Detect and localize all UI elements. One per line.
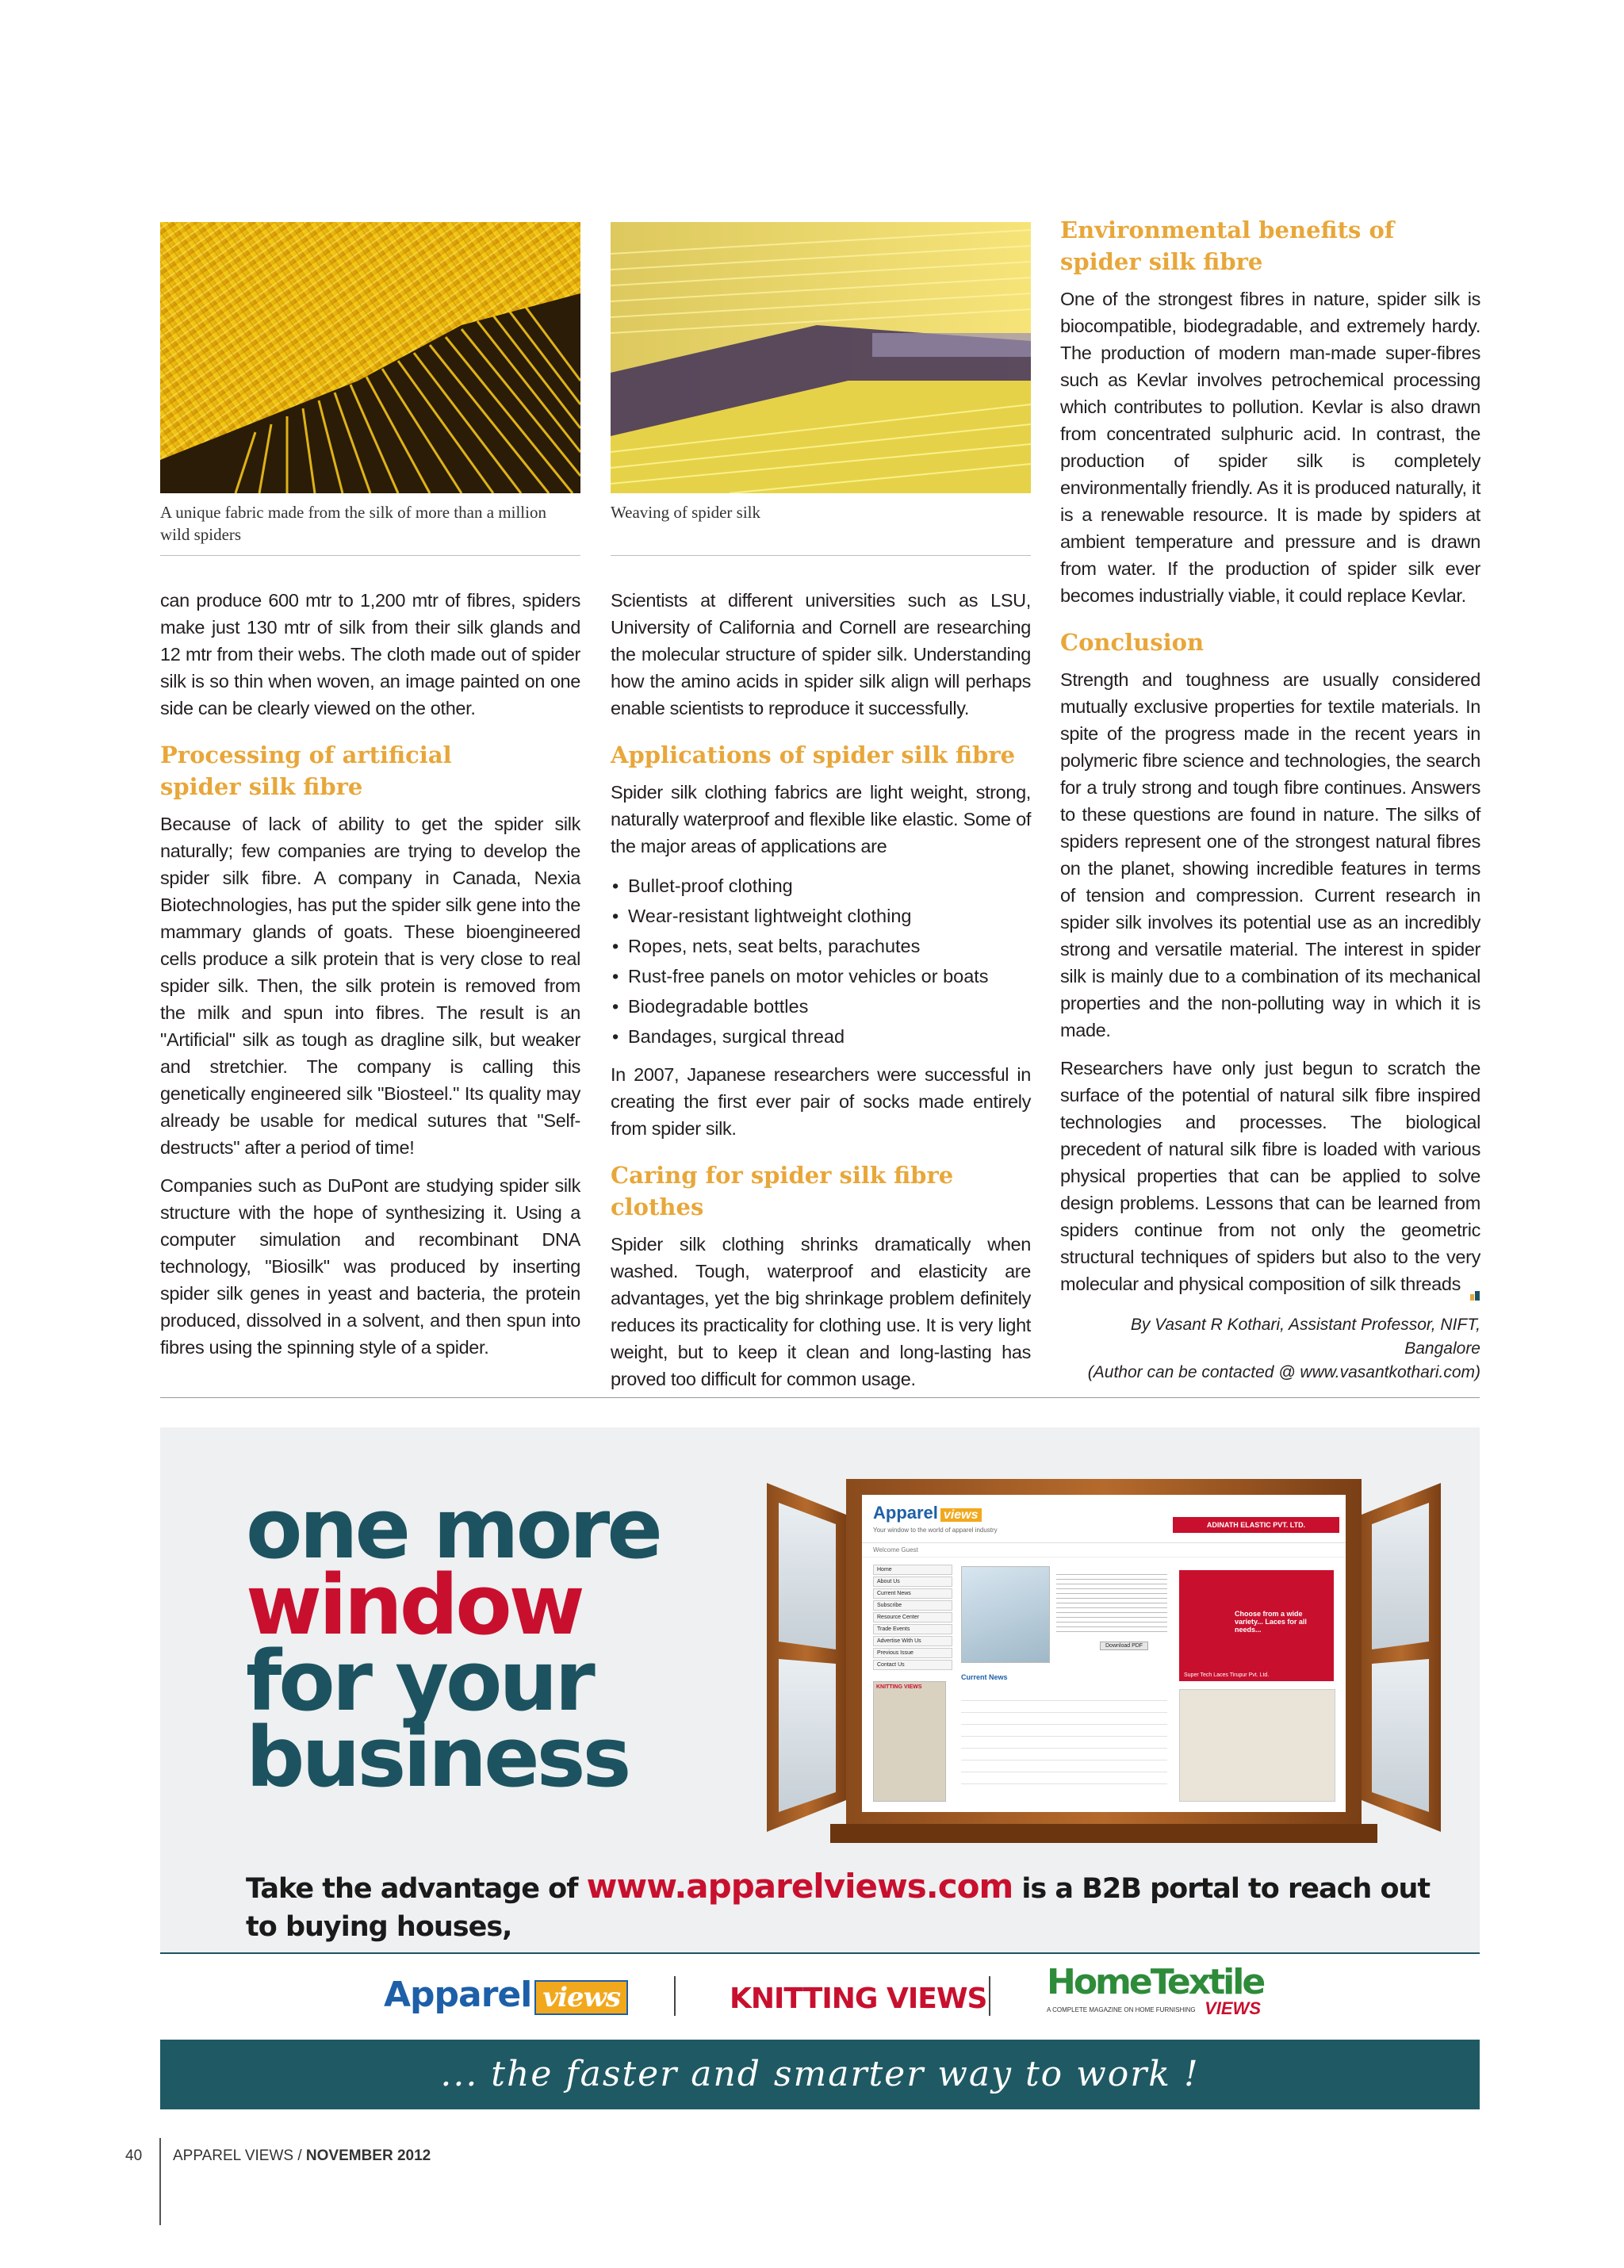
logo-hometextile-views [1047, 1962, 1264, 2019]
paragraph-text: Researchers have only just begun to scratch the surface of the potential of natural silk fibre inspired technologies and processes. The biological precedent of natural silk fibre is loaded with various physical properties that can be applied to solve design problems. Lessons that can be learned from spiders continue from not only the geometric structural techniques of spiders but also to the very molecular and physical composition of silk threads [1060, 1058, 1480, 1294]
preview-side-ad-text: Choose from a wide variety... Laces for all needs... [1235, 1610, 1307, 1634]
promo-url-link[interactable]: www.apparelviews.com [586, 1867, 1013, 1906]
ad-slogan [246, 1481, 660, 1806]
column-1 [160, 587, 580, 1372]
logo-divider [989, 1976, 990, 2016]
paragraph: One of the strongest fibres in nature, spider silk is biocompatible, biodegradable, and extremely hardy. The production of modern man-made super-fibres such as Kevlar involves petrochemical processing which contributes to pollution. Kevlar is also drawn from concentrated sulphuric acid. In contrast, the production of spider silk is completely environmentally friendly. As it is produced naturally, it is a renewable resource. It is made by spiders at ambient temperature and pressure and is drawn from water. If the production of spider silk ever becomes industrially viable, it could replace Kevlar. [1060, 289, 1480, 606]
paragraph: Strength and toughness are usually considered mutually exclusive properties for textile materials. In spite of the progress made in the recent years in polymeric fibre science and technologies, the search for a truly strong and tough fibre continues. Answers to these questions are found in nature. The silks of spiders represent one of the strongest natural fibres on the planet, showing incredible features in terms of tension and compression. Current research in spider silk involves its potential use as an incredibly strong and versatile material. The interest in spider silk is mainly due to a combination of its mechanical properties and the non-polluting way in which it is made. [1060, 669, 1480, 1040]
preview-article-text [1056, 1570, 1167, 1634]
caption-rule-1 [160, 555, 580, 556]
website-preview [862, 1495, 1346, 1812]
preview-menu-item[interactable]: Advertise With Us [873, 1636, 952, 1646]
preview-banner: ADINATH ELASTIC PVT. LTD. [1173, 1517, 1339, 1533]
footer-vertical-rule [159, 2138, 161, 2225]
footer-publication [173, 2147, 431, 2165]
preview-side-ad-footer: Super Tech Laces Tirupur Pvt. Ltd. [1184, 1672, 1270, 1678]
logo-views-badge: views [534, 1980, 628, 2015]
section-heading-processing: Processing of artificial spider silk fibre [160, 741, 452, 800]
preview-logo-b: views [940, 1508, 982, 1522]
preview-subtitle: Your window to the world of apparel industry [873, 1527, 998, 1534]
logo-divider [674, 1976, 676, 2016]
preview-menu-item[interactable]: Subscribe [873, 1600, 952, 1611]
preview-menu-item[interactable]: About Us [873, 1576, 952, 1587]
preview-feature-image [961, 1566, 1050, 1663]
preview-download-button[interactable]: Download PDF [1100, 1642, 1148, 1650]
paragraph [1060, 1055, 1480, 1297]
preview-menu-item[interactable]: Contact Us [873, 1660, 952, 1670]
footer-issue: NOVEMBER 2012 [305, 2147, 431, 2164]
logo-hometextile-sub [1047, 1998, 1261, 2019]
footer-magazine: APPAREL VIEWS / [173, 2147, 302, 2164]
list-item: • Bandages, surgical thread [611, 1021, 1031, 1052]
logo-apparel-views [384, 1975, 628, 2015]
paragraph: Spider silk clothing fabrics are light weight, strong, naturally waterproof and flexible like elastic. Some of the major areas of applications are [611, 782, 1031, 856]
photo-spider-silk-fabric [160, 222, 580, 493]
paragraph: Spider silk clothing shrinks dramatically when washed. Tough, waterproof and elasticity are advantages, yet the big shrinkage problem definitely reduces its practicality for clothing use. It is very light weight, but to keep it clean and long-lasting has proved too difficult for common usage. [611, 1234, 1031, 1389]
caption-photo-2: Weaving of spider silk [611, 503, 761, 522]
section-heading-conclusion: Conclusion [1060, 629, 1205, 656]
list-item: • Wear-resistant lightweight clothing [611, 901, 1031, 931]
paragraph: Scientists at different universities such as LSU, University of California and Cornell are researching the molecular structure of spider silk. Understanding how the amino acids in spider silk align will perhaps enable scientists to reproduce it successfully. [611, 590, 1031, 718]
photo-weaving-loom [611, 222, 1031, 493]
preview-menu-item[interactable]: Home [873, 1565, 952, 1575]
section-heading-environmental: Environmental benefits of spider silk fibre [1060, 216, 1395, 275]
logo-apparel-text: Apparel [384, 1975, 532, 2015]
logo-hometextile-tagline: A COMPLETE MAGAZINE ON HOME FURNISHING [1047, 2006, 1196, 2013]
preview-menu-item[interactable]: Current News [873, 1588, 952, 1599]
preview-section-title: Current News [961, 1673, 1008, 1681]
promo-lead: Take the advantage of [246, 1873, 578, 1905]
section-heading-caring: Caring for spider silk fibre clothes [611, 1162, 954, 1220]
paragraph: In 2007, Japanese researchers were successful in creating the first ever pair of socks made entirely from spider silk. [611, 1064, 1031, 1139]
author-byline: By Vasant R Kothari, Assistant Professor, NIFT, Bangalore [1130, 1316, 1480, 1358]
list-item: • Bullet-proof clothing [611, 871, 1031, 901]
ad-tagline-bar [160, 2040, 1480, 2109]
column-3 [1060, 214, 1480, 1385]
preview-news-list [961, 1689, 1167, 1792]
preview-side-ad [1179, 1570, 1334, 1681]
section-divider [160, 1397, 1480, 1398]
preview-side-ad-2 [1179, 1689, 1335, 1802]
author-contact: (Author can be contacted @ www.vasantkothari.com) [1087, 1363, 1480, 1381]
slogan-line: business [246, 1709, 629, 1806]
logo-knitting-views: KNITTING VIEWS [730, 1983, 987, 2015]
caption-photo-1: A unique fabric made from the silk of more than a million wild spiders [160, 503, 546, 544]
applications-list [611, 871, 1031, 1052]
slogan-line: for your [246, 1633, 592, 1730]
slogan-line-highlight: window [246, 1557, 582, 1653]
paragraph: can produce 600 mtr to 1,200 mtr of fibres, spiders make just 130 mtr of silk from their silk glands and 12 mtr from their webs. The cloth made out of spider silk is so thin when woven, an image painted on one side can be clearly viewed on the other. [160, 590, 580, 718]
preview-menu-item[interactable]: Previous Issue [873, 1648, 952, 1658]
ad-tagline: ... the faster and smarter way to work ! [440, 2054, 1200, 2094]
end-mark-icon [1470, 1281, 1480, 1290]
list-item: • Ropes, nets, seat belts, parachutes [611, 931, 1031, 961]
paragraph: Companies such as DuPont are studying spider silk structure with the hope of synthesizing it. Using a computer simulation and recombinant DNA technology, "Biosilk" was produced by inserting spider silk genes in yeast and bacteria, the protein produced, dissolved in a solvent, and then spun into fibres using the spinning style of a spider. [160, 1175, 580, 1358]
preview-menu-item[interactable]: Resource Center [873, 1612, 952, 1622]
list-item: • Biodegradable bottles [611, 991, 1031, 1021]
list-item: • Rust-free panels on motor vehicles or boats [611, 961, 1031, 991]
preview-cover-title: KNITTING VIEWS [876, 1684, 922, 1690]
advertisement [160, 1427, 1480, 2109]
section-heading-applications: Applications of spider silk fibre [611, 741, 1016, 768]
preview-logo [873, 1503, 982, 1523]
preview-menu [873, 1565, 952, 1672]
preview-header [862, 1495, 1346, 1543]
paragraph: Because of lack of ability to get the spider silk naturally; few companies are trying to develop the spider silk fibre. A company in Canada, Nexia Biotechnologies, has put the spider silk gene into the mammary glands of goats. These bioengineered cells produce a silk protein that is very close to real spider silk. Then, the silk protein is removed from the milk and spun into fibres. The result is an "Artificial" silk as tough as dragline silk, but weaker and stretchier. The company is calling this genetically engineered silk "Biosteel." Its quality may already be usable for medical sutures that "Self-destructs" after a period of time! [160, 814, 580, 1158]
preview-welcome: Welcome Guest [862, 1543, 1346, 1557]
caption-rule-2 [611, 555, 1031, 556]
preview-cover-knitting [873, 1681, 946, 1802]
ad-logos-band [160, 1952, 1480, 2041]
logo-hometextile-views: VIEWS [1205, 1998, 1261, 2018]
slogan-line: one more [246, 1481, 660, 1577]
promo-tail: is a B2B portal to reach out to buying houses, [246, 1873, 1431, 1943]
logo-hometextile-text: HomeTextile [1047, 1962, 1264, 2002]
preview-menu-item[interactable]: Trade Events [873, 1624, 952, 1634]
preview-logo-a: Apparel [873, 1503, 938, 1523]
page-number: 40 [125, 2147, 143, 2164]
column-2 [611, 587, 1031, 1404]
